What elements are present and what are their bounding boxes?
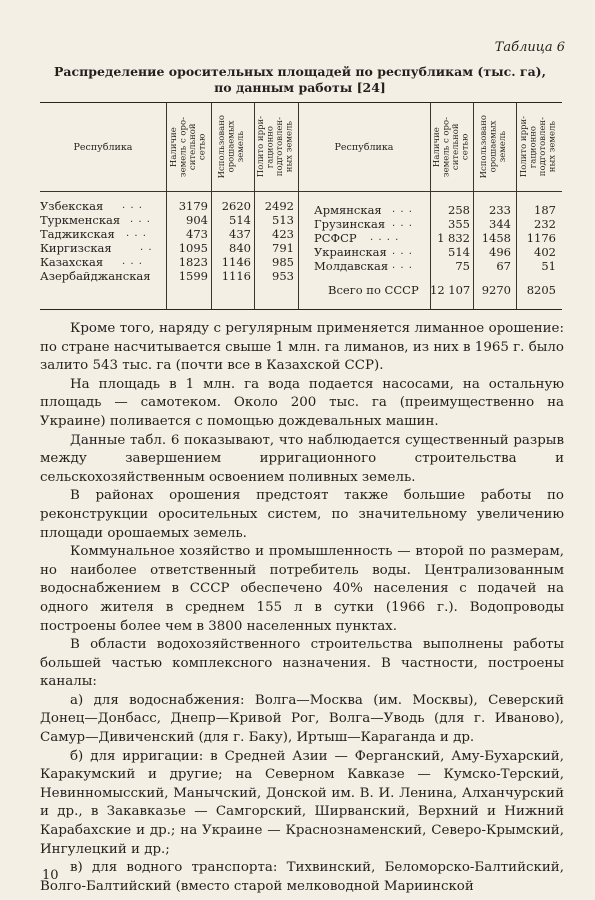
caption-line-1: Распределение оросительных площадей по республикам (тыс. га),: [54, 64, 546, 79]
caption-line-2: по данным работы [24]: [214, 80, 386, 95]
cell-value: 513: [272, 213, 294, 227]
cell-value: 437: [229, 227, 251, 241]
cell-value: 402: [534, 245, 556, 259]
cell-value: 2492: [264, 199, 294, 213]
republic-name: Армянская: [314, 203, 382, 217]
table-label: Таблица 6: [494, 40, 565, 55]
cell-value: 1146: [221, 255, 251, 269]
cell-value: 12 107: [430, 283, 471, 297]
republic-name: Узбекская: [40, 199, 104, 213]
cell-value: 904: [186, 213, 208, 227]
cell-value: 233: [489, 203, 511, 217]
cell-value: 187: [534, 203, 556, 217]
header-rule: [40, 191, 562, 192]
republic-name: Молдавская: [314, 259, 389, 273]
paragraph: Кроме того, наряду с регулярным применяется лиманное орошение: по стране насчитывается свыше 1 млн. га лиманов, из них в 1965 г. было залито 543 тыс. га (почти все в Казахской ССР).: [40, 321, 564, 374]
header-watered-land-left: Полито ирри- гационно подготовлен- ных земель: [256, 116, 295, 178]
republic-name: Украинская: [314, 245, 387, 259]
republic-name: Киргизская: [40, 241, 112, 255]
cell-value: 496: [489, 245, 511, 259]
paragraph: На площадь в 1 млн. га вода подается насосами, на остальную площадь — самотеком. Около 200 тыс. га (преимущественно на Украине) поливается с помощью дождевальных машин.: [40, 376, 564, 429]
cell-value: 473: [186, 227, 208, 241]
table-caption: [40, 64, 560, 96]
cell-value: 1176: [526, 231, 556, 245]
leader-dots: . . .: [130, 214, 151, 225]
header-watered-land-right: Полито ирри- гационно подготовлен- ных земель: [519, 116, 558, 178]
irrigation-table: [40, 102, 562, 310]
cell-value: 9270: [481, 283, 511, 297]
cell-value: 985: [272, 255, 294, 269]
paragraph-list-item: б) для ирригации: в Средней Азии — Ферганский, Аму-Бухарский, Каракумский и другие; на Северном Кавказе — Кумско-Терский, Невинномысский, Манычский, Донской им. В. И. Ленина, Алханчурский и др., в Закавказье — Самгорский, Ширванский, Верхний и Нижний Карабахские и др.; на Украине — Краснознаменский, Северо-Крымский, Ингулецкий и др.;: [40, 748, 564, 857]
republic-name: Казахская: [40, 255, 104, 269]
cell-value: 2620: [221, 199, 251, 213]
leader-dots: . . .: [392, 260, 413, 271]
cell-value: 51: [541, 259, 556, 273]
leader-dots: . . . .: [370, 232, 400, 243]
leader-dots: . . .: [392, 246, 413, 257]
cell-value: 75: [455, 259, 470, 273]
cell-value: 232: [534, 217, 556, 231]
paragraph-list-item: в) для водного транспорта: Тихвинский, Беломорско-Балтийский, Волго-Балтийский (вместо старой мелководной Мариинской: [40, 860, 564, 894]
cell-value: 1095: [178, 241, 208, 255]
page-number: 10: [42, 868, 59, 883]
total-label: Всего по СССР: [328, 283, 419, 297]
cell-value: 953: [272, 269, 294, 283]
paragraph: Коммунальное хозяйство и промышленность — второй по размерам, но наиболее ответственный потребитель воды. Централизованным водоснабжением в СССР обеспечено 40% населения с подачей на одного жителя в среднем 155 л в сутки (1966 г.). Водопроводы построены более чем в 3800 населенных пунктах.: [40, 544, 564, 634]
leader-dots: . . .: [392, 204, 413, 215]
cell-value: 791: [272, 241, 294, 255]
cell-value: 67: [496, 259, 511, 273]
republic-name: Азербайджанская: [40, 269, 151, 283]
paragraph-list-item: а) для водоснабжения: Волга—Москва (им. Москвы), Северский Донец—Донбасс, Днепр—Кривой Рог, Волга—Уводь (для г. Иваново), Самур—Дивиченский (для г. Баку), Иртыш—Караганда и др.: [40, 692, 564, 746]
header-used-land-right: Использовано орошаемых земель: [479, 115, 509, 179]
cell-value: 423: [272, 227, 294, 241]
cell-value: 840: [229, 241, 251, 255]
leader-dots: . . .: [122, 200, 143, 211]
republic-name: Грузинская: [314, 217, 386, 231]
cell-value: 1599: [178, 269, 208, 283]
cell-value: 1116: [221, 269, 251, 283]
republic-name: РСФСР: [314, 231, 357, 245]
header-used-land-left: Использовано орошаемых земель: [217, 115, 247, 179]
header-irrigation-network-right: Наличие земель с оро- сительной сетью: [431, 116, 470, 178]
body-text: [40, 320, 564, 896]
leader-dots: . . .: [122, 256, 143, 267]
republic-name: Туркменская: [40, 213, 121, 227]
cell-value: 8205: [526, 283, 556, 297]
cell-value: 514: [229, 213, 251, 227]
cell-value: 3179: [178, 199, 208, 213]
paragraph: Данные табл. 6 показывают, что наблюдается существенный разрыв между завершением ирригационного строительства и сельскохозяйственным освоением поливных земель.: [40, 432, 564, 485]
leader-dots: . . .: [126, 228, 147, 239]
header-irrigation-network-left: Наличие земель с оро- сительной сетью: [168, 116, 207, 178]
cell-value: 1458: [481, 231, 511, 245]
leader-dots: . . .: [392, 218, 413, 229]
cell-value: 514: [448, 245, 470, 259]
cell-value: 344: [489, 217, 511, 231]
cell-value: 355: [448, 217, 470, 231]
header-republic-left: Республика: [73, 141, 133, 153]
paragraph: В области водохозяйственного строительства выполнены работы большей частью комплексного назначения. В частности, построены каналы:: [40, 637, 564, 690]
cell-value: 1823: [178, 255, 208, 269]
cell-value: 1 832: [437, 231, 470, 245]
leader-dots: . .: [140, 242, 153, 253]
paragraph: В районах орошения предстоят также большие работы по реконструкции оросительных систем, по значительному увеличению площади орошаемых земель.: [40, 488, 564, 541]
cell-value: 258: [448, 203, 470, 217]
republic-name: Таджикская: [40, 227, 115, 241]
header-republic-right: Республика: [334, 141, 394, 153]
